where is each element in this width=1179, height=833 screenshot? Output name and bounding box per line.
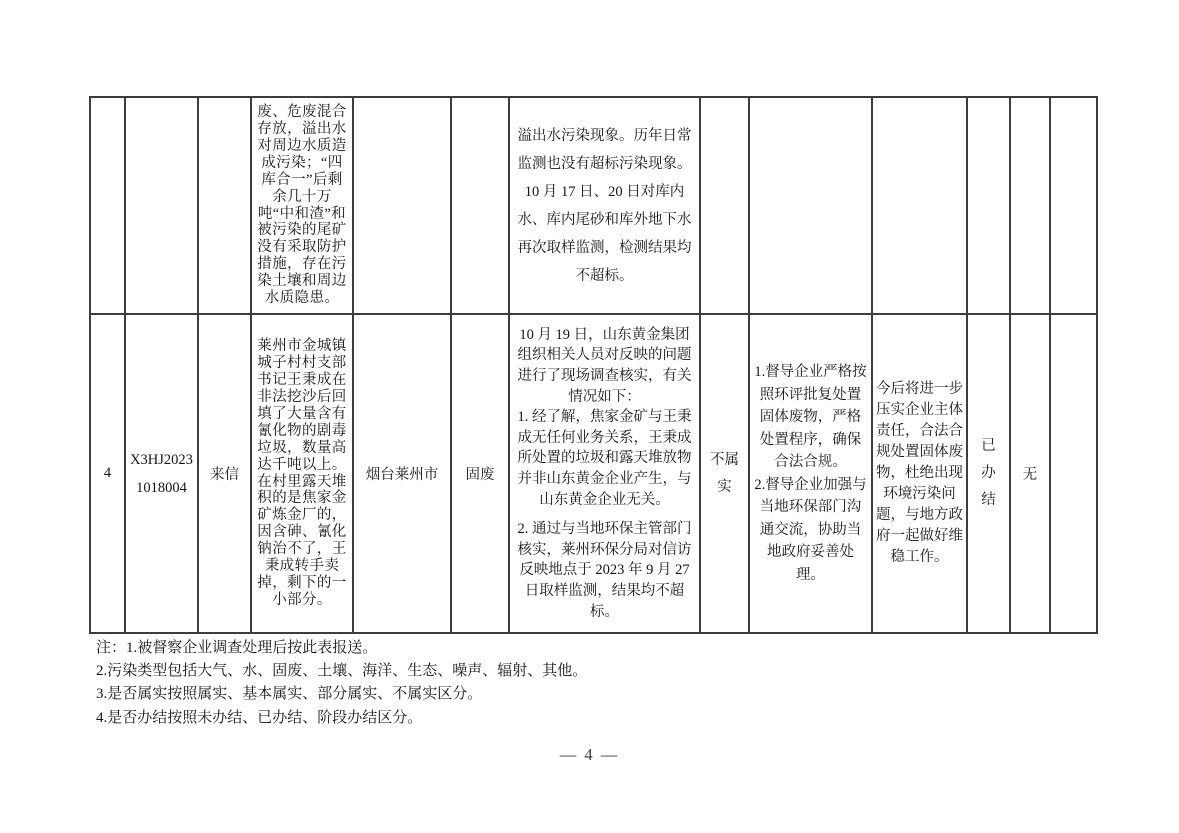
measures-paragraph: 2.督导企业加强与当地环保部门沟通交流，协助当地政府妥善处理。 [754, 476, 867, 583]
cell-letter-channel [198, 97, 251, 314]
cell-accountability [1010, 97, 1050, 314]
note-line: 2.污染类型包括大气、水、固废、土壤、海洋、生态、噪声、辐射、其他。 [96, 663, 588, 680]
cell-completion-status [967, 97, 1010, 314]
cell-accountability [1010, 314, 1050, 633]
cell-remark [1050, 97, 1097, 314]
note-line: 注：1.被督察企业调查处理后按此表报送。 [96, 640, 378, 656]
cell-letter-channel [198, 314, 251, 633]
note-line: 3.是否属实按照属实、基本属实、部分属实、不属实区分。 [96, 686, 483, 703]
cell-rectification [872, 97, 967, 314]
verification-paragraph: 溢出水污染现象。历年日常监测也没有超标污染现象。10 月 17 日、20 日对库内水、库内尾砂和库外地下水再次取样监测，检测结果均不超标。 [517, 127, 692, 284]
cell-pollution-type [451, 314, 509, 633]
table-row-continuation [90, 97, 1097, 314]
cell-remark [1050, 314, 1097, 633]
cell-complaint-content [251, 314, 353, 633]
completion-text: 已办结 [981, 438, 996, 508]
complaint-text: 废、危废混合存放，溢出水对周边水质造成污染；“四库合一”后剩余几十万吨“中和渣”和被污染的尾矿没有采取防护措施，存在污染土壤和周边水质隐患。 [257, 104, 347, 307]
seq-number: 4 [103, 465, 112, 481]
cell-truthfulness [700, 97, 749, 314]
accountability-text: 无 [1022, 467, 1038, 483]
cell-acceptance-no [125, 97, 198, 314]
cell-truthfulness [700, 314, 749, 633]
acceptance-no-line2: 1018004 [136, 479, 187, 496]
measures-paragraph: 1.督导企业严格按照环评批复处置固体废物，严格处置程序，确保合法合规。 [754, 364, 867, 470]
cell-verification-result [509, 314, 700, 633]
cell-complaint-content [251, 97, 353, 314]
cell-completion-status [967, 314, 1010, 633]
table-row-record-4 [90, 314, 1097, 633]
cell-seq [90, 314, 125, 633]
cell-handling-measures [749, 97, 872, 314]
cell-verification-result [509, 97, 700, 314]
cell-region [353, 97, 451, 314]
channel-text: 来信 [210, 467, 239, 483]
cell-seq [90, 97, 125, 314]
notes [96, 637, 587, 730]
pollution-type-text: 固废 [465, 467, 495, 483]
cell-region [353, 314, 451, 633]
verification-paragraph: 10 月 19 日，山东黄金集团组织相关人员对反映的问题进行了现场调查核实，有关情况如下： [517, 326, 692, 405]
cell-rectification [872, 314, 967, 633]
region-text: 烟台莱州市 [365, 467, 439, 483]
rectification-text: 今后将进一步压实企业主体责任，合法合规处置固体废物，杜绝出现环境污染问题，与地方政府一起做好维稳工作。 [876, 381, 963, 565]
cell-handling-measures [749, 314, 872, 633]
page-number: — 4 — [559, 745, 620, 764]
verification-paragraph: 2. 通过与当地环保主管部门核实，莱州环保分局对信访反映地点于 2023 年 9 月 27 日取样监测，结果均不超标。 [517, 521, 692, 620]
cell-acceptance-no [125, 314, 198, 633]
verification-paragraph: 1. 经了解，焦家金矿与王秉成无任何业务关系，王秉成所处置的垃圾和露天堆放物并非山东黄金企业产生，与山东黄金企业无关。 [517, 409, 692, 508]
supervision-records-table [89, 96, 1098, 634]
note-line: 4.是否办结按照未办结、已办结、阶段办结区分。 [96, 709, 423, 726]
complaint-text: 莱州市金城镇城子村村支部书记王秉成在非法挖沙后回填了大量含有氰化物的剧毒垃圾，数量高达千吨以上。在村里露天堆积的是焦家金矿炼金厂的，因含砷、氰化钠治不了，王秉成转手卖掉，剩下的一小部分。 [257, 338, 347, 608]
cell-pollution-type [451, 97, 509, 314]
truthfulness-text: 不属实 [710, 451, 739, 495]
acceptance-no-line1: X3HJ2023 [130, 451, 193, 468]
